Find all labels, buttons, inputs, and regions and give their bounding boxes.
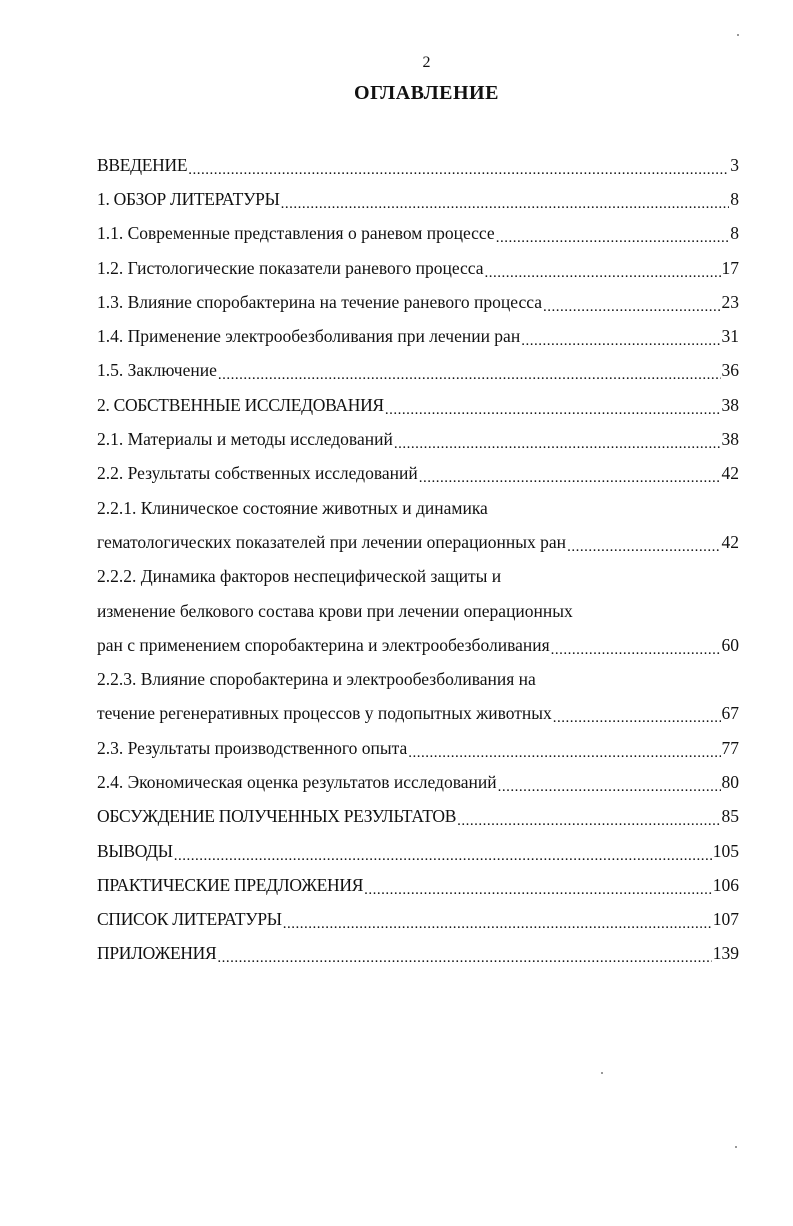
scan-speck xyxy=(601,1072,603,1074)
toc-entry-page: 8 xyxy=(730,223,739,244)
toc-entry-label: 2.3. Результаты производственного опыта xyxy=(97,737,408,758)
toc-dot-leader xyxy=(543,295,721,316)
toc-entry-page: 36 xyxy=(721,360,739,381)
toc-entry xyxy=(97,800,739,834)
toc-entry xyxy=(97,868,739,902)
toc-entry-label: 1.5. Заключение xyxy=(97,360,217,381)
scan-speck xyxy=(735,1146,737,1148)
toc-dot-leader xyxy=(521,329,720,350)
toc-dot-leader xyxy=(419,466,721,487)
toc-dot-leader xyxy=(457,809,720,830)
toc-entry xyxy=(97,182,739,216)
toc-entry-page: 106 xyxy=(712,874,739,895)
toc-dot-leader xyxy=(283,912,712,933)
toc-entry-label: 2.2. Результаты собственных исследований xyxy=(97,463,418,484)
toc-dot-leader xyxy=(281,192,730,213)
toc-entry xyxy=(97,491,739,525)
toc-entry xyxy=(97,834,739,868)
toc-entry-page: 67 xyxy=(721,703,739,724)
toc-entry-label: ПРАКТИЧЕСКИЕ ПРЕДЛОЖЕНИЯ xyxy=(97,874,364,895)
toc-entry-label: 2. СОБСТВЕННЫЕ ИССЛЕДОВАНИЯ xyxy=(97,394,384,415)
toc-entry-label: течение регенеративных процессов у подопытных животных xyxy=(97,703,552,724)
toc-entry-label: 2.2.2. Динамика факторов неспецифической защиты и xyxy=(97,566,502,587)
toc-entry xyxy=(97,765,739,799)
toc-entry-label: ран с применением споробактерина и электрообезболивания xyxy=(97,634,550,655)
toc-entry-label: 1.4. Применение электрообезболивания при лечении ран xyxy=(97,326,521,347)
toc-entry-page: 42 xyxy=(721,531,739,552)
toc-entry xyxy=(97,354,739,388)
toc-entry-label: 2.1. Материалы и методы исследований xyxy=(97,429,393,450)
toc-entry-label: 1.2. Гистологические показатели раневого процесса xyxy=(97,257,484,278)
toc-entry-page: 38 xyxy=(721,394,739,415)
toc-entry xyxy=(97,422,739,456)
toc-entry xyxy=(97,319,739,353)
toc-entry xyxy=(97,217,739,251)
toc-entry-label: СПИСОК ЛИТЕРАТУРЫ xyxy=(97,909,282,930)
page-title: ОГЛАВЛЕНИЕ xyxy=(354,82,499,104)
toc-entry-label: 1. ОБЗОР ЛИТЕРАТУРЫ xyxy=(97,188,280,209)
toc-entry xyxy=(97,903,739,937)
toc-entry xyxy=(97,251,739,285)
toc-entry xyxy=(97,457,739,491)
toc-dot-leader xyxy=(496,226,730,247)
toc-dot-leader xyxy=(174,844,712,865)
toc-entry-page: 3 xyxy=(730,154,739,175)
toc-dot-leader xyxy=(188,158,729,179)
toc-dot-leader xyxy=(218,363,721,384)
toc-entry xyxy=(97,525,739,559)
toc-dot-leader xyxy=(498,775,721,796)
toc-entry xyxy=(97,148,739,182)
toc-entry-label: 2.2.1. Клиническое состояние животных и динамика xyxy=(97,497,488,518)
toc-entry xyxy=(97,285,739,319)
toc-entry-page: 8 xyxy=(730,188,739,209)
toc-entry xyxy=(97,697,739,731)
toc-entry xyxy=(97,937,739,971)
toc-entry-page: 42 xyxy=(721,463,739,484)
toc-entry-page: 38 xyxy=(721,429,739,450)
toc-entry-label: 1.3. Влияние споробактерина на течение раневого процесса xyxy=(97,291,542,312)
toc-entry-label: ПРИЛОЖЕНИЯ xyxy=(97,943,217,964)
toc-dot-leader xyxy=(217,946,711,967)
toc-entry-label: ВЫВОДЫ xyxy=(97,840,173,861)
toc-entry xyxy=(97,388,739,422)
toc-entry-page: 17 xyxy=(721,257,739,278)
toc-entry-label: 2.4. Экономическая оценка результатов исследований xyxy=(97,771,497,792)
toc-entry-page: 80 xyxy=(721,771,739,792)
toc-entry-page: 107 xyxy=(712,909,739,930)
toc-dot-leader xyxy=(394,432,721,453)
toc-dot-leader xyxy=(567,535,720,556)
toc-entry xyxy=(97,662,739,696)
toc-entry-page: 23 xyxy=(721,291,739,312)
toc-dot-leader xyxy=(485,261,721,282)
toc-entry-page: 77 xyxy=(721,737,739,758)
toc-entry xyxy=(97,594,739,628)
toc-entry xyxy=(97,628,739,662)
toc-entry-label: ОБСУЖДЕНИЕ ПОЛУЧЕННЫХ РЕЗУЛЬТАТОВ xyxy=(97,806,457,827)
toc-entry xyxy=(97,731,739,765)
toc-entry-page: 139 xyxy=(712,943,739,964)
toc-dot-leader xyxy=(551,638,721,659)
toc-dot-leader xyxy=(364,878,712,899)
toc-entry-label: 2.2.3. Влияние споробактерина и электрообезболивания на xyxy=(97,669,536,690)
page-number: 2 xyxy=(422,54,431,71)
toc-entry-page: 85 xyxy=(721,806,739,827)
scan-speck xyxy=(737,34,739,36)
toc-entry-label: 1.1. Современные представления о раневом процессе xyxy=(97,223,495,244)
toc-dot-leader xyxy=(553,706,721,727)
toc-entry-label: ВВЕДЕНИЕ xyxy=(97,154,188,175)
toc-dot-leader xyxy=(408,741,720,762)
toc-entry-label: изменение белкового состава крови при лечении операционных xyxy=(97,600,573,621)
toc-entry xyxy=(97,560,739,594)
toc-dot-leader xyxy=(385,398,721,419)
toc-entry-page: 105 xyxy=(712,840,739,861)
table-of-contents xyxy=(97,148,739,971)
toc-entry-label: гематологических показателей при лечении операционных ран xyxy=(97,531,567,552)
toc-entry-page: 31 xyxy=(721,326,739,347)
toc-entry-page: 60 xyxy=(721,634,739,655)
